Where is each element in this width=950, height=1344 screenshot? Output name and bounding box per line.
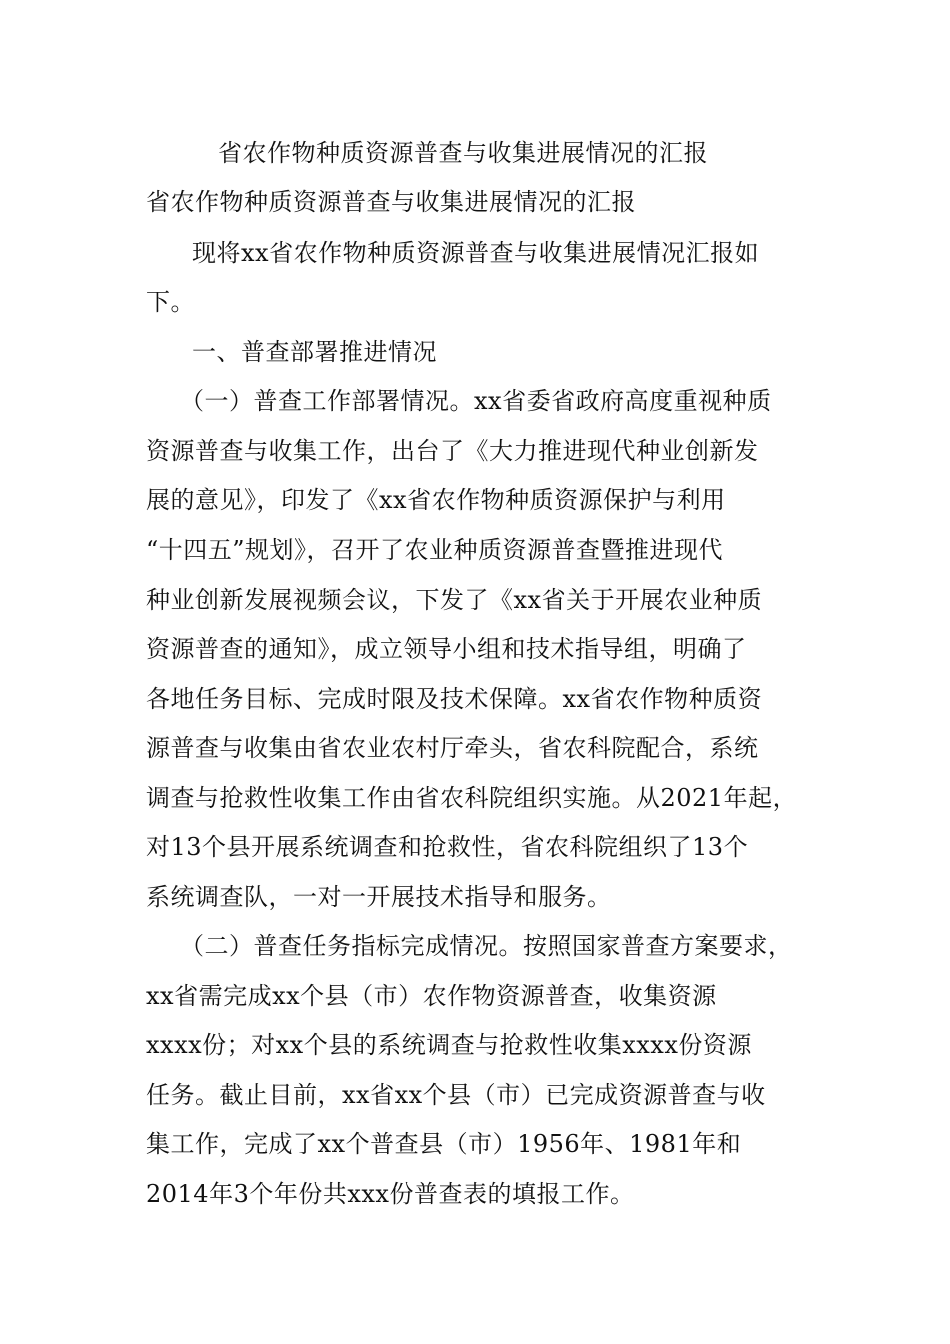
paragraph-one-line: 资源普查的通知》，成立领导小组和技术指导组，明确了: [146, 635, 747, 663]
paragraph-two-line: 集工作，完成了xx个普查县（市）1956年、1981年和: [146, 1130, 742, 1158]
document-subtitle: 省农作物种质资源普查与收集进展情况的汇报: [146, 188, 636, 216]
paragraph-one-line: 展的意见》，印发了《xx省农作物种质资源保护与利用: [146, 486, 726, 514]
paragraph-one-line: 对13个县开展系统调查和抢救性，省农科院组织了13个: [146, 833, 749, 861]
paragraph-one-line: 系统调查队，一对一开展技术指导和服务。: [146, 883, 612, 911]
paragraph-two-line: （二）普查任务指标完成情况。按照国家普查方案要求，: [180, 932, 793, 960]
paragraph-one-line: 各地任务目标、完成时限及技术保障。xx省农作物种质资: [146, 685, 763, 713]
paragraph-one-line: 种业创新发展视频会议，下发了《xx省关于开展农业种质: [146, 586, 763, 614]
paragraph-two-line: 2014年3个年份共xxx份普查表的填报工作。: [146, 1180, 635, 1208]
paragraph-one-line: 源普查与收集由省农业农村厅牵头，省农科院配合，系统: [146, 734, 759, 762]
paragraph-one-line: 资源普查与收集工作，出台了《大力推进现代种业创新发: [146, 437, 759, 465]
document-title: 省农作物种质资源普查与收集进展情况的汇报: [218, 139, 708, 167]
section-heading: 一、普查部署推进情况: [192, 338, 437, 366]
intro-line-2: 下。: [146, 288, 195, 316]
paragraph-two-line: xx省需完成xx个县（市）农作物资源普查，收集资源: [146, 982, 717, 1010]
paragraph-two-line: xxxx份；对xx个县的系统调查与抢救性收集xxxx份资源: [146, 1031, 752, 1059]
paragraph-two-line: 任务。截止目前，xx省xx个县（市）已完成资源普查与收: [146, 1081, 766, 1109]
intro-line-1: 现将xx省农作物种质资源普查与收集进展情况汇报如: [192, 239, 760, 267]
paragraph-one-line: 调查与抢救性收集工作由省农科院组织实施。从2021年起，: [146, 784, 798, 812]
paragraph-one-line: （一）普查工作部署情况。xx省委省政府高度重视种质: [180, 387, 772, 415]
paragraph-one-line: “十四五”规划》，召开了农业种质资源普查暨推进现代: [146, 536, 724, 564]
